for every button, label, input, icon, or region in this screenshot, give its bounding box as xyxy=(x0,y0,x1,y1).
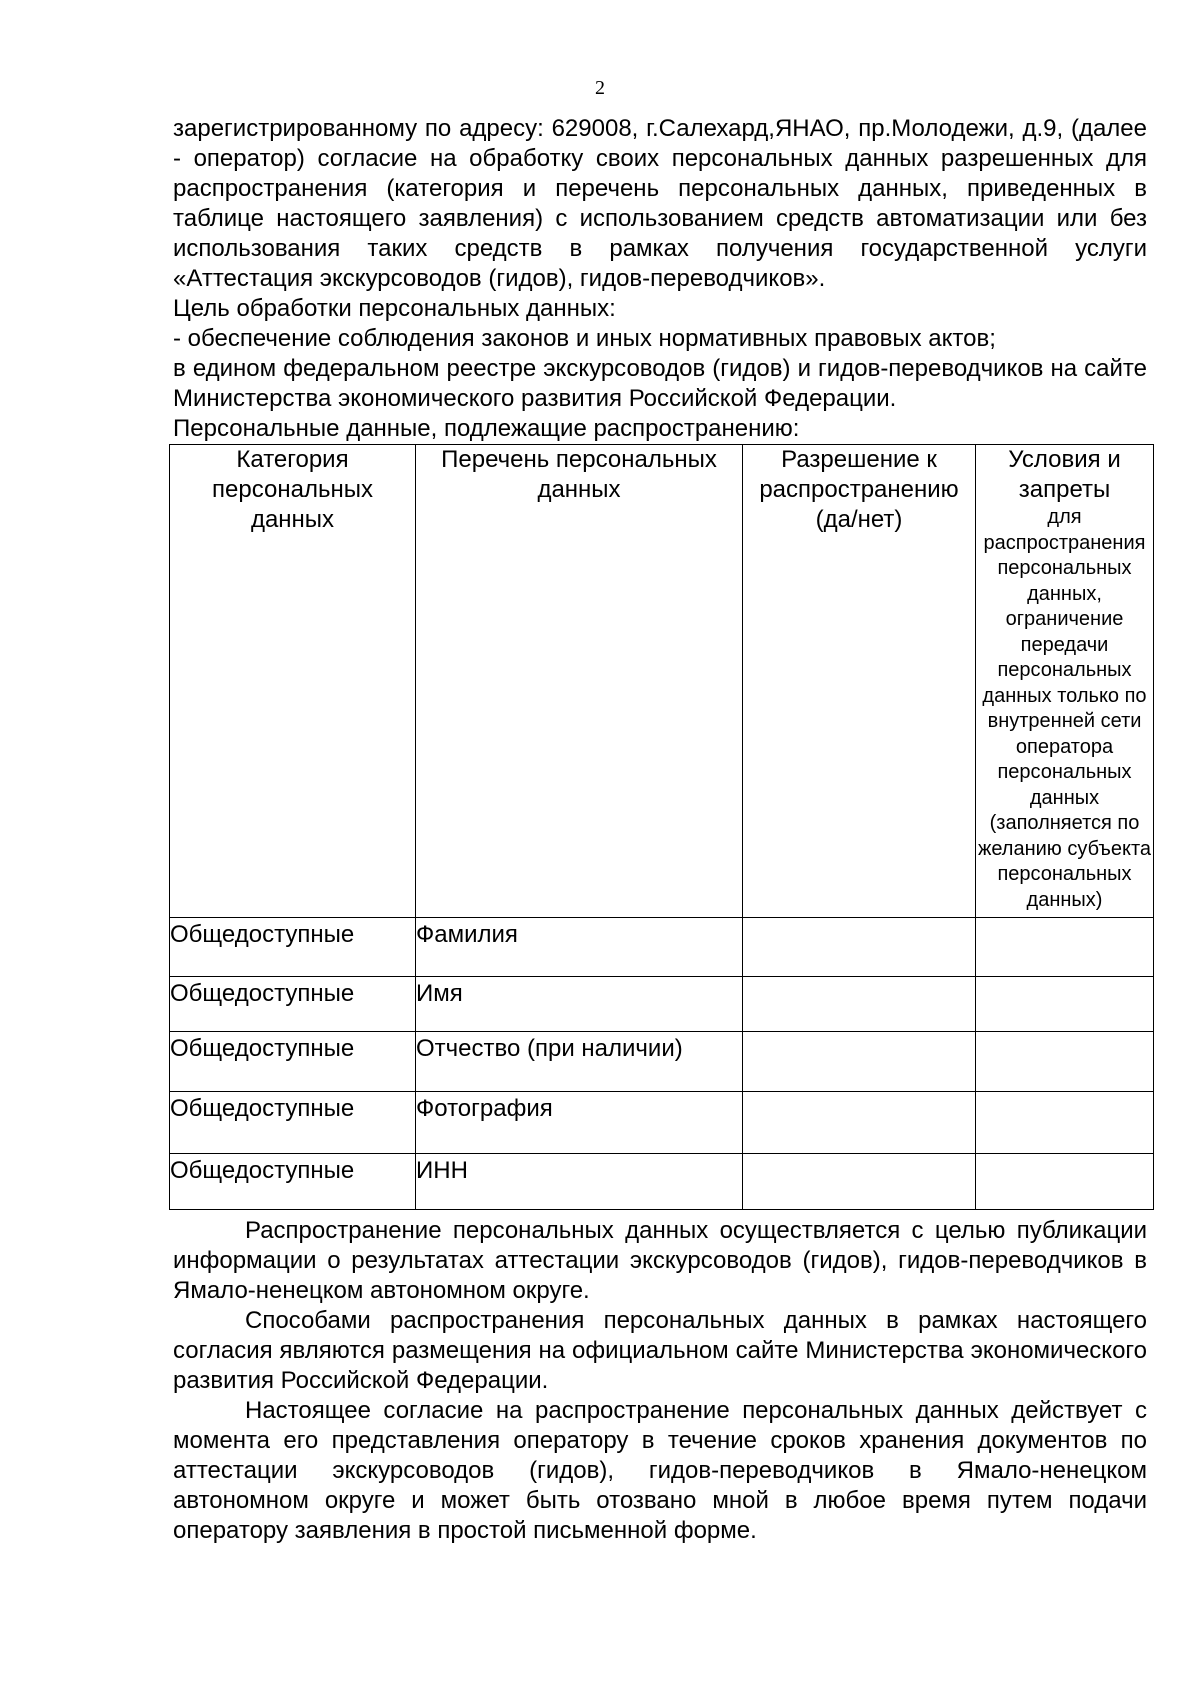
row-permission[interactable] xyxy=(743,1092,976,1154)
header-list: Перечень персональных данных xyxy=(416,445,743,918)
header-conditions-main: Условия и запреты xyxy=(1008,446,1121,503)
header-conditions xyxy=(976,445,1154,918)
table-row xyxy=(170,1154,1154,1210)
row-category: Общедоступные xyxy=(170,918,416,977)
row-permission[interactable] xyxy=(743,977,976,1032)
row-permission[interactable] xyxy=(743,918,976,977)
header-permission: Разрешение к распространению (да/нет) xyxy=(743,445,976,918)
row-permission[interactable] xyxy=(743,1032,976,1092)
row-item: ИНН xyxy=(416,1154,743,1210)
paragraph-consent-validity: Настоящее согласие на распространение персональных данных действует с момента его представления оператору в течение сроков хранения документов по аттестации экскурсоводов (гидов), гидов-переводчиков в Ямало-ненецком автономном округе и может быть отозвано мной в любое время путем подачи оператору заявления в простой письменной форме. xyxy=(173,1397,1147,1544)
table-intro: Персональные данные, подлежащие распространению: xyxy=(173,415,800,442)
paragraph-dissemination-purpose: Распространение персональных данных осуществляется с целью публикации информации о результатах аттестации экскурсоводов (гидов), гидов-переводчиков в Ямало-ненецком автономном округе. xyxy=(173,1217,1147,1304)
row-category: Общедоступные xyxy=(170,1092,416,1154)
row-item: Отчество (при наличии) xyxy=(416,1032,743,1092)
table-row xyxy=(170,1092,1154,1154)
row-conditions[interactable] xyxy=(976,977,1154,1032)
row-item: Фотография xyxy=(416,1092,743,1154)
document-body xyxy=(170,114,1152,1546)
page-number: 2 xyxy=(595,77,605,99)
row-item: Имя xyxy=(416,977,743,1032)
intro-paragraph: зарегистрированному по адресу: 629008, г.Салехард,ЯНАО, пр.Молодежи, д.9, (далее - оператор) согласие на обработку своих персональных данных разрешенных для распространения (категория и перечень персональных данных, приведенных в таблице настоящего заявления) с использованием средств автоматизации или без использования таких средств в рамках получения государственной услуги «Аттестация экскурсоводов (гидов), гидов-переводчиков». xyxy=(173,115,1147,292)
row-conditions[interactable] xyxy=(976,918,1154,977)
table-row xyxy=(170,1032,1154,1092)
registry-paragraph: в едином федеральном реестре экскурсоводов (гидов) и гидов-переводчиков на сайте Министерства экономического развития Российской Федерации. xyxy=(173,355,1147,412)
row-conditions[interactable] xyxy=(976,1154,1154,1210)
purpose-item: - обеспечение соблюдения законов и иных нормативных правовых актов; xyxy=(173,325,996,352)
row-category: Общедоступные xyxy=(170,1154,416,1210)
row-conditions[interactable] xyxy=(976,1032,1154,1092)
row-item: Фамилия xyxy=(416,918,743,977)
table-row xyxy=(170,918,1154,977)
paragraph-dissemination-methods: Способами распространения персональных данных в рамках настоящего согласия являются размещения на официальном сайте Министерства экономического развития Российской Федерации. xyxy=(173,1307,1147,1394)
table-header-row xyxy=(170,445,1154,918)
closing-section xyxy=(173,1216,1147,1546)
purpose-heading: Цель обработки персональных данных: xyxy=(173,295,616,322)
table-row xyxy=(170,977,1154,1032)
header-category: Категория персональных данных xyxy=(170,445,416,918)
row-conditions[interactable] xyxy=(976,1092,1154,1154)
header-conditions-detail: для распространения персональных данных, ограничение передачи персональных данных только по внутренней сети оператора персональных данных (заполняется по желанию субъекта персональных данных) xyxy=(977,506,1152,911)
personal-data-table xyxy=(169,444,1154,1210)
row-category: Общедоступные xyxy=(170,977,416,1032)
row-category: Общедоступные xyxy=(170,1032,416,1092)
row-permission[interactable] xyxy=(743,1154,976,1210)
